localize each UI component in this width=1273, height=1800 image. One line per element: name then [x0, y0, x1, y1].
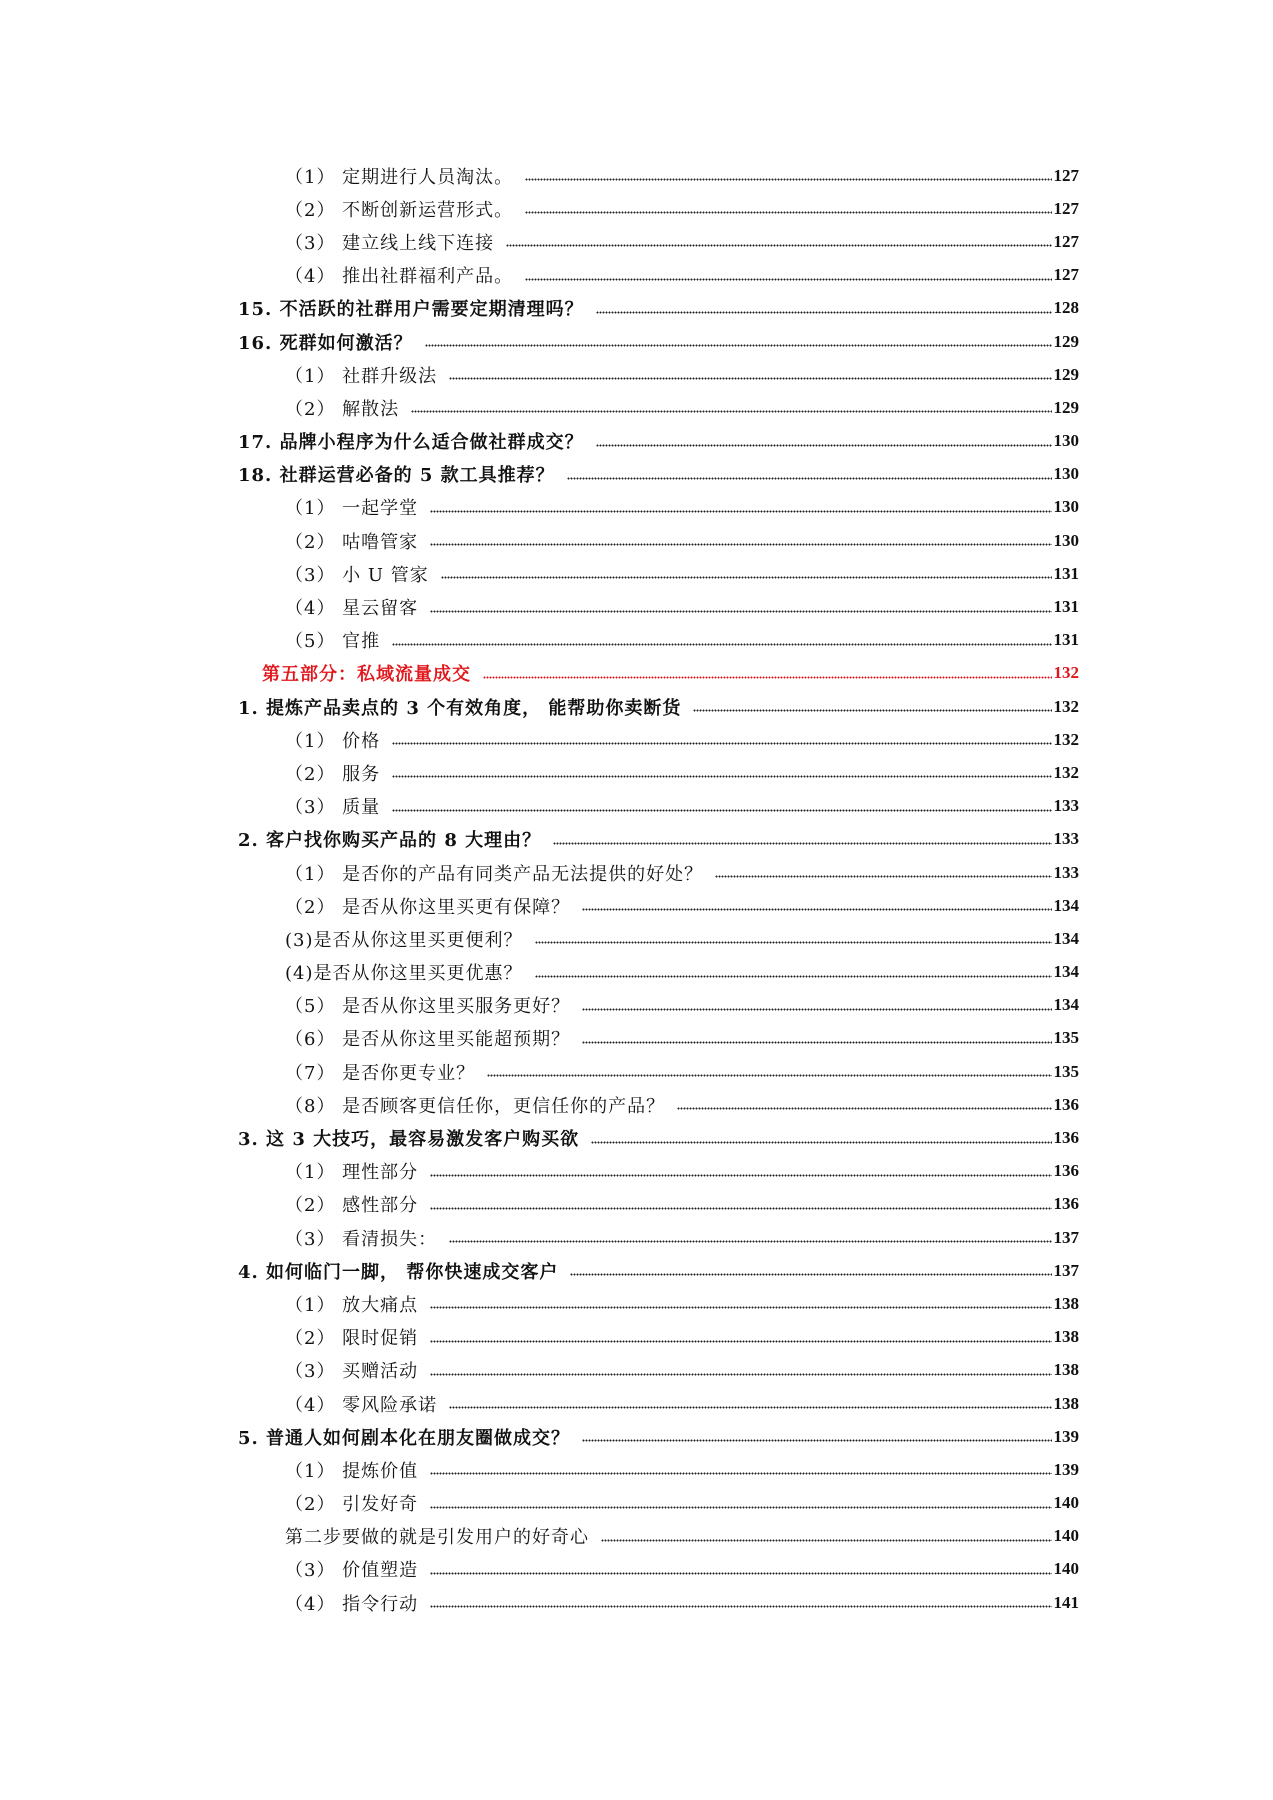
toc-entry-title: （3） 看清损失：: [285, 1228, 438, 1250]
dot-leader: [430, 609, 1051, 613]
toc-entry[interactable]: [0, 458, 1273, 491]
toc-entry[interactable]: [0, 524, 1273, 557]
toc-entry-title: （2） 引发好奇: [285, 1494, 419, 1516]
dot-leader: [449, 377, 1051, 381]
toc-entry[interactable]: [0, 1520, 1273, 1553]
toc-entry-title: 18. 社群运营必备的 5 款工具推荐？: [238, 465, 555, 487]
toc-entry[interactable]: [0, 425, 1273, 458]
toc-entry-page-number: 138: [1053, 1360, 1079, 1380]
toc-entry-title: (3)是否从你这里买更便利？: [285, 929, 523, 951]
dot-leader: [483, 675, 1052, 679]
toc-entry-title: （1） 提炼价值: [285, 1460, 419, 1482]
dot-leader: [582, 908, 1051, 912]
toc-entry-page-number: 138: [1053, 1293, 1079, 1313]
toc-entry-page-number: 141: [1053, 1592, 1079, 1612]
toc-entry-title: （4） 指令行动: [285, 1593, 419, 1615]
toc-entry[interactable]: [0, 1387, 1273, 1420]
dot-leader: [535, 974, 1052, 978]
toc-entry-title: （1） 放大痛点: [285, 1294, 419, 1316]
dot-leader: [567, 476, 1052, 480]
dot-leader: [392, 642, 1051, 646]
toc-entry-title: （5） 官推: [285, 631, 381, 653]
toc-entry[interactable]: [0, 1088, 1273, 1121]
dot-leader: [582, 1439, 1051, 1443]
toc-entry[interactable]: [0, 989, 1273, 1022]
toc-entry[interactable]: [0, 1321, 1273, 1354]
dot-leader: [525, 211, 1051, 215]
toc-entry[interactable]: [0, 823, 1273, 856]
toc-entry-page-number: 136: [1053, 1161, 1079, 1181]
toc-entry-title: （3） 建立线上线下连接: [285, 232, 495, 254]
toc-entry[interactable]: [0, 159, 1273, 192]
toc-entry[interactable]: [0, 1487, 1273, 1520]
toc-entry[interactable]: [0, 922, 1273, 955]
dot-leader: [392, 775, 1051, 779]
toc-entry-page-number: 133: [1053, 862, 1079, 882]
toc-entry-page-number: 127: [1053, 198, 1079, 218]
toc-entry-title: 15. 不活跃的社群用户需要定期清理吗？: [238, 299, 584, 321]
toc-entry-title: （8） 是否顾客更信任你，更信任你的产品？: [285, 1095, 666, 1117]
toc-entry-page-number: 136: [1053, 1194, 1079, 1214]
dot-leader: [430, 1505, 1051, 1509]
toc-entry-title: 第五部分：私域流量成交: [262, 664, 471, 686]
toc-entry-title: （1） 社群升级法: [285, 365, 438, 387]
toc-entry-title: （3） 质量: [285, 797, 381, 819]
toc-entry-title: （4） 零风险承诺: [285, 1394, 438, 1416]
toc-entry-title: 16. 死群如何激活？: [238, 332, 413, 354]
toc-entry[interactable]: [0, 856, 1273, 889]
toc-entry[interactable]: [0, 1586, 1273, 1619]
toc-entry-page-number: 130: [1053, 497, 1079, 517]
toc-entry[interactable]: [0, 1254, 1273, 1287]
dot-leader: [525, 178, 1051, 182]
toc-entry-page-number: 132: [1053, 729, 1079, 749]
toc-entry-title: （1） 定期进行人员淘汰。: [285, 166, 514, 188]
toc-entry-page-number: 132: [1053, 696, 1079, 716]
toc-entry[interactable]: [0, 790, 1273, 823]
dot-leader: [430, 509, 1051, 513]
toc-entry-page-number: 133: [1053, 796, 1079, 816]
toc-entry-page-number: 130: [1053, 431, 1079, 451]
toc-entry[interactable]: [0, 889, 1273, 922]
dot-leader: [570, 1273, 1051, 1277]
dot-leader: [430, 1206, 1051, 1210]
toc-entry-title: （2） 咕噜管家: [285, 531, 419, 553]
dot-leader: [449, 1406, 1051, 1410]
toc-entry[interactable]: [0, 1155, 1273, 1188]
toc-entry[interactable]: [0, 1553, 1273, 1586]
toc-entry-title: （2） 解散法: [285, 398, 400, 420]
toc-entry-title: （2） 服务: [285, 763, 381, 785]
dot-leader: [430, 1306, 1051, 1310]
toc-entry-page-number: 139: [1053, 1426, 1079, 1446]
dot-leader: [535, 941, 1052, 945]
toc-entry-page-number: 140: [1053, 1559, 1079, 1579]
toc-entry-page-number: 130: [1053, 530, 1079, 550]
dot-leader: [392, 742, 1051, 746]
dot-leader: [392, 808, 1051, 812]
toc-entry[interactable]: [0, 624, 1273, 657]
toc-entry-title: （1） 是否你的产品有同类产品无法提供的好处？: [285, 863, 704, 885]
toc-entry[interactable]: [0, 1287, 1273, 1320]
toc-entry-page-number: 128: [1053, 298, 1079, 318]
toc-entry-title: 3. 这 3 大技巧，最容易激发客户购买欲: [238, 1129, 580, 1151]
toc-entry[interactable]: [0, 557, 1273, 590]
toc-entry[interactable]: [0, 1420, 1273, 1453]
toc-entry-page-number: 138: [1053, 1327, 1079, 1347]
toc-entry-title: （2） 不断创新运营形式。: [285, 199, 514, 221]
dot-leader: [430, 543, 1051, 547]
toc-entry[interactable]: [0, 1188, 1273, 1221]
dot-leader: [596, 310, 1052, 314]
dot-leader: [430, 1605, 1051, 1609]
toc-entry-page-number: 137: [1053, 1260, 1079, 1280]
toc-entry-title: （3） 买赠活动: [285, 1361, 419, 1383]
toc-entry-page-number: 129: [1053, 397, 1079, 417]
toc-entry-title: （7） 是否你更专业？: [285, 1062, 476, 1084]
toc-entry[interactable]: [0, 358, 1273, 391]
toc-entry-title: 2. 客户找你购买产品的 8 大理由？: [238, 830, 542, 852]
dot-leader: [601, 1538, 1052, 1542]
toc-entry-page-number: 133: [1053, 829, 1079, 849]
toc-entry-page-number: 129: [1053, 364, 1079, 384]
toc-entry-page-number: 127: [1053, 231, 1079, 251]
toc-entry-title: （3） 小 U 管家: [285, 564, 429, 586]
toc-entry-page-number: 129: [1053, 331, 1079, 351]
toc-entry[interactable]: [0, 192, 1273, 225]
toc-entry-title: (4)是否从你这里买更优惠？: [285, 963, 523, 985]
dot-leader: [449, 1240, 1051, 1244]
toc-entry-title: （6） 是否从你这里买能超预期？: [285, 1029, 571, 1051]
toc-entry-title: 5. 普通人如何剧本化在朋友圈做成交？: [238, 1427, 571, 1449]
table-of-contents: [0, 159, 1273, 1619]
toc-entry-title: （3） 价值塑造: [285, 1560, 419, 1582]
toc-entry-page-number: 135: [1053, 1061, 1079, 1081]
toc-entry-title: （1） 理性部分: [285, 1162, 419, 1184]
toc-entry[interactable]: [0, 391, 1273, 424]
dot-leader: [411, 410, 1051, 414]
toc-entry-title: 第二步要做的就是引发用户的好奇心: [285, 1527, 589, 1549]
toc-entry[interactable]: [0, 756, 1273, 789]
toc-entry-page-number: 131: [1053, 630, 1079, 650]
toc-entry-title: （5） 是否从你这里买服务更好？: [285, 996, 571, 1018]
dot-leader: [441, 576, 1052, 580]
toc-entry-title: （2） 是否从你这里买更有保障？: [285, 896, 571, 918]
dot-leader: [430, 1472, 1051, 1476]
dot-leader: [430, 1339, 1051, 1343]
dot-leader: [430, 1173, 1051, 1177]
toc-entry-page-number: 127: [1053, 265, 1079, 285]
dot-leader: [487, 1074, 1051, 1078]
dot-leader: [582, 1040, 1051, 1044]
dot-leader: [430, 1571, 1051, 1575]
toc-section-heading[interactable]: [0, 657, 1273, 690]
toc-entry-page-number: 134: [1053, 928, 1079, 948]
toc-entry-title: （1） 价格: [285, 730, 381, 752]
toc-entry[interactable]: [0, 292, 1273, 325]
toc-entry-page-number: 136: [1053, 1128, 1079, 1148]
toc-entry[interactable]: [0, 1221, 1273, 1254]
toc-entry-page-number: 138: [1053, 1393, 1079, 1413]
toc-entry-page-number: 127: [1053, 165, 1079, 185]
toc-entry-page-number: 140: [1053, 1493, 1079, 1513]
toc-entry-title: （4） 星云留客: [285, 598, 419, 620]
toc-entry-page-number: 134: [1053, 995, 1079, 1015]
toc-entry-page-number: 140: [1053, 1526, 1079, 1546]
dot-leader: [430, 1372, 1051, 1376]
toc-entry[interactable]: [0, 225, 1273, 258]
toc-entry[interactable]: [0, 491, 1273, 524]
toc-entry[interactable]: [0, 590, 1273, 623]
toc-entry[interactable]: [0, 723, 1273, 756]
toc-entry-page-number: 135: [1053, 1028, 1079, 1048]
toc-entry-title: 4. 如何临门一脚， 帮你快速成交客户: [238, 1261, 559, 1283]
dot-leader: [582, 1007, 1051, 1011]
toc-entry-page-number: 131: [1053, 563, 1079, 583]
dot-leader: [715, 875, 1051, 879]
toc-entry-page-number: 134: [1053, 962, 1079, 982]
toc-entry-page-number: 132: [1053, 663, 1079, 683]
toc-entry[interactable]: [0, 690, 1273, 723]
toc-entry[interactable]: [0, 1453, 1273, 1486]
dot-leader: [506, 244, 1051, 248]
dot-leader: [553, 841, 1051, 845]
dot-leader: [677, 1107, 1051, 1111]
dot-leader: [693, 709, 1051, 713]
toc-entry-page-number: 137: [1053, 1227, 1079, 1247]
dot-leader: [591, 1140, 1051, 1144]
toc-entry-title: 17. 品牌小程序为什么适合做社群成交？: [238, 432, 584, 454]
toc-entry-title: （2） 感性部分: [285, 1195, 419, 1217]
toc-entry[interactable]: [0, 1022, 1273, 1055]
toc-entry-title: （2） 限时促销: [285, 1328, 419, 1350]
toc-entry-page-number: 134: [1053, 895, 1079, 915]
toc-entry-title: （1） 一起学堂: [285, 498, 419, 520]
toc-entry[interactable]: [0, 1121, 1273, 1154]
toc-entry-page-number: 131: [1053, 597, 1079, 617]
toc-entry-title: 1. 提炼产品卖点的 3 个有效角度， 能帮助你卖断货: [238, 697, 682, 719]
toc-entry-title: （4） 推出社群福利产品。: [285, 266, 514, 288]
toc-entry[interactable]: [0, 259, 1273, 292]
toc-entry-page-number: 139: [1053, 1459, 1079, 1479]
toc-entry-page-number: 136: [1053, 1094, 1079, 1114]
dot-leader: [525, 277, 1051, 281]
toc-entry[interactable]: [0, 325, 1273, 358]
dot-leader: [596, 443, 1052, 447]
toc-entry[interactable]: [0, 1055, 1273, 1088]
toc-entry[interactable]: [0, 1354, 1273, 1387]
dot-leader: [425, 344, 1052, 348]
toc-entry[interactable]: [0, 956, 1273, 989]
toc-entry-page-number: 132: [1053, 762, 1079, 782]
toc-entry-page-number: 130: [1053, 464, 1079, 484]
